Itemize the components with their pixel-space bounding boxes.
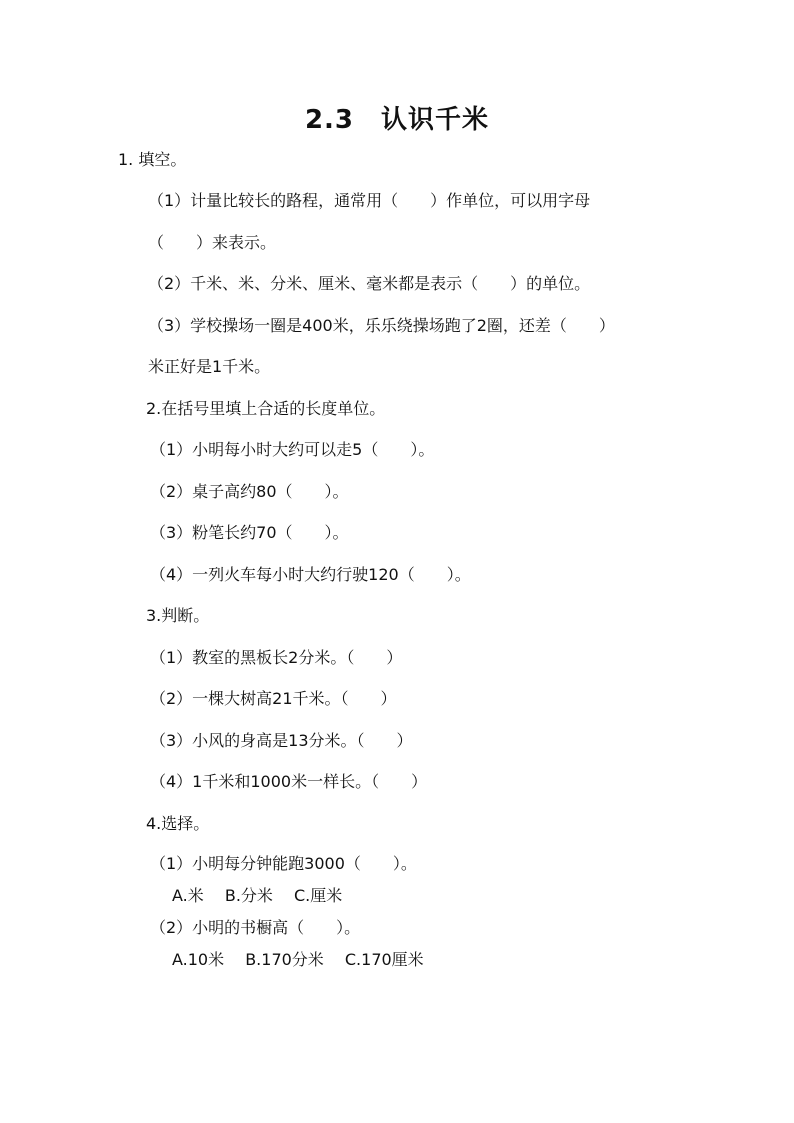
answer-options: A.10米 B.170分米 C.170厘米: [172, 950, 424, 969]
answer-options: A.米 B.分米 C.厘米: [172, 886, 343, 905]
question-line: （4）一列火车每小时大约行驶120（ ）。: [150, 565, 471, 584]
question-line: （ ）来表示。: [148, 233, 277, 252]
question-line: （1）小明每分钟能跑3000（ ）。: [150, 854, 417, 873]
question-line: （3）小风的身高是13分米。（ ）: [150, 731, 413, 750]
question-line: 米正好是1千米。: [148, 357, 271, 376]
question-line: （2）桌子高约80（ ）。: [150, 482, 349, 501]
question-line: （2）千米、米、分米、厘米、毫米都是表示（ ）的单位。: [148, 274, 591, 293]
question-line: （1）计量比较长的路程，通常用（ ）作单位，可以用字母: [148, 191, 591, 210]
section-heading: 1. 填空。: [118, 150, 187, 169]
question-line: （1）教室的黑板长2分米。（ ）: [150, 648, 403, 667]
section-heading: 3.判断。: [146, 606, 210, 625]
question-line: （3）粉笔长约70（ ）。: [150, 523, 349, 542]
page-title: 2.3 认识千米: [304, 105, 490, 135]
question-line: （2）小明的书橱高（ ）。: [150, 918, 361, 937]
section-heading: 2.在括号里填上合适的长度单位。: [146, 399, 386, 418]
question-line: （2）一棵大树高21千米。（ ）: [150, 689, 397, 708]
question-line: （4）1千米和1000米一样长。（ ）: [150, 772, 428, 791]
section-heading: 4.选择。: [146, 814, 210, 833]
question-line: （1）小明每小时大约可以走5（ ）。: [150, 440, 435, 459]
question-line: （3）学校操场一圈是400米，乐乐绕操场跑了2圈，还差（ ）: [148, 316, 615, 335]
